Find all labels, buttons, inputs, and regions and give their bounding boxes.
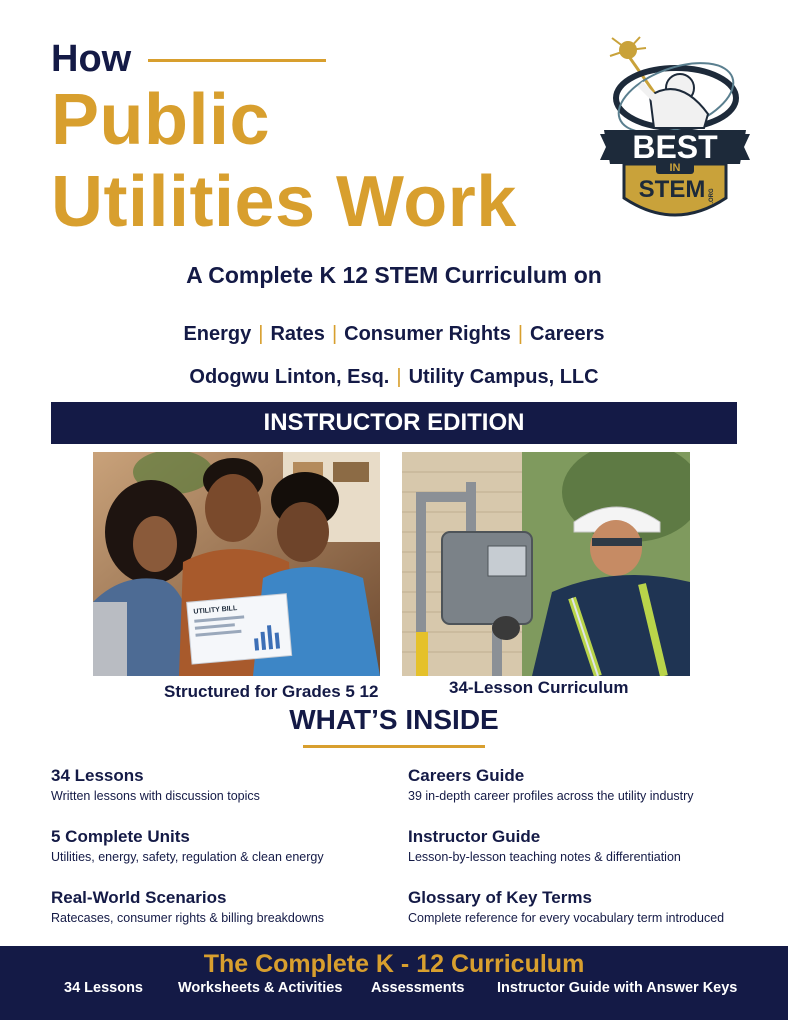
feature-title: Careers Guide — [408, 766, 525, 785]
author-company: Utility Campus, LLC — [408, 366, 599, 388]
badge-text-in: IN — [669, 162, 681, 174]
feature-careers-guide — [408, 766, 748, 803]
footer-item-lessons: 34 Lessons — [64, 980, 143, 996]
author-line — [0, 366, 788, 389]
feature-desc: Ratecases, consumer rights & billing breakdowns — [51, 911, 325, 926]
feature-title: Real-World Scenarios — [51, 888, 227, 907]
title-line-1: Public — [51, 80, 271, 160]
title-accent-rule — [148, 59, 326, 62]
footer-item-worksheets: Worksheets & Activities — [178, 980, 343, 996]
badge-text-stem: STEM — [638, 176, 706, 203]
title-line-2: Utilities Work — [51, 162, 517, 242]
feature-glossary — [408, 888, 748, 925]
author-name: Odogwu Linton, Esq. — [189, 366, 390, 388]
feature-units — [51, 827, 391, 864]
bill-label: UTILITY BILL — [193, 605, 238, 616]
feature-title: 5 Complete Units — [51, 827, 190, 846]
footer-item-instructor-guide: Instructor Guide with Answer Keys — [497, 980, 738, 996]
topic-separator: | — [331, 323, 338, 345]
title-how: How — [51, 38, 132, 80]
topic-separator: | — [517, 323, 524, 345]
feature-desc: Utilities, energy, safety, regulation & clean energy — [51, 850, 324, 865]
feature-instructor-guide — [408, 827, 748, 864]
whats-inside-rule — [303, 745, 485, 748]
feature-scenarios — [51, 888, 391, 925]
badge-text-org: .ORG — [709, 188, 715, 204]
topic-energy: Energy — [183, 323, 252, 345]
best-in-stem-badge — [600, 36, 750, 228]
author-separator: | — [396, 366, 402, 388]
feature-title: Instructor Guide — [408, 827, 541, 846]
topic-careers: Careers — [530, 323, 605, 345]
edition-banner: INSTRUCTOR EDITION — [51, 402, 737, 444]
statue-figure-icon — [640, 74, 708, 128]
feature-lessons — [51, 766, 391, 803]
caption-lessons: 34-Lesson Curriculum — [449, 678, 629, 697]
feature-desc: Lesson-by-lesson teaching notes & differentiation — [408, 850, 681, 865]
footer-item-assessments: Assessments — [371, 980, 465, 996]
feature-desc: Written lessons with discussion topics — [51, 789, 260, 804]
feature-title: 34 Lessons — [51, 766, 144, 785]
utility-bill-paper — [187, 594, 292, 664]
feature-desc: 39 in-depth career profiles across the utility industry — [408, 789, 694, 804]
topic-consumer-rights: Consumer Rights — [344, 323, 511, 345]
family-bill-photo — [93, 452, 380, 676]
caption-grades: Structured for Grades 5 12 — [164, 682, 379, 701]
badge-text-best: BEST — [632, 129, 718, 165]
badge-graphic — [600, 36, 750, 228]
whats-inside-title: WHAT’S INSIDE — [289, 704, 499, 735]
feature-desc: Complete reference for every vocabulary term introduced — [408, 911, 725, 926]
feature-title: Glossary of Key Terms — [408, 888, 592, 907]
topic-separator: | — [258, 323, 264, 345]
subtitle: A Complete K 12 STEM Curriculum on — [186, 262, 602, 288]
footer-title: The Complete K - 12 Curriculum — [203, 950, 585, 978]
technician-meter-photo — [402, 452, 690, 676]
topic-rates: Rates — [270, 323, 325, 345]
topics-line — [0, 323, 788, 346]
